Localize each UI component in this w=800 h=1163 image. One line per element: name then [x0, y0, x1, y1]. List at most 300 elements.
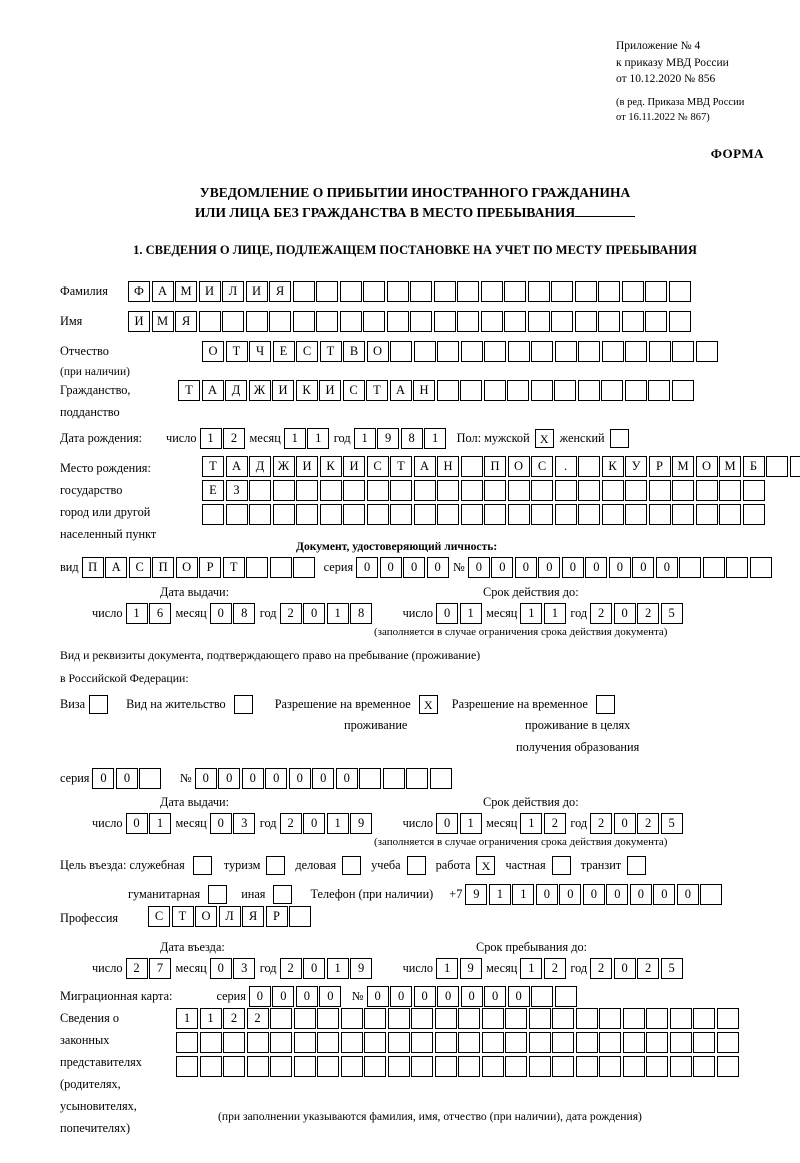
cell[interactable]: [743, 480, 765, 501]
checkbox-residence[interactable]: [234, 695, 253, 714]
cell[interactable]: И: [128, 311, 150, 332]
cell[interactable]: [411, 1056, 433, 1077]
input-doc-number[interactable]: [468, 557, 774, 578]
input-doc-valid-day[interactable]: [436, 603, 483, 624]
cell[interactable]: [696, 504, 718, 525]
cell[interactable]: К: [320, 456, 342, 477]
cell[interactable]: [508, 341, 530, 362]
cell[interactable]: [507, 380, 529, 401]
cell[interactable]: М: [152, 311, 174, 332]
cell[interactable]: 1: [544, 603, 566, 624]
cell[interactable]: [717, 1032, 739, 1053]
cell[interactable]: [622, 281, 644, 302]
checkbox-purpose-private[interactable]: [552, 856, 571, 875]
cell[interactable]: 0: [436, 603, 458, 624]
cell[interactable]: [719, 504, 741, 525]
cell[interactable]: В: [343, 341, 365, 362]
checkbox-purpose-other[interactable]: [273, 885, 292, 904]
input-birth-year[interactable]: [354, 428, 448, 449]
cell[interactable]: 0: [427, 557, 449, 578]
cell[interactable]: 9: [460, 958, 482, 979]
cell[interactable]: [317, 1008, 339, 1029]
cell[interactable]: [575, 311, 597, 332]
cell[interactable]: 1: [520, 958, 542, 979]
cell[interactable]: Ч: [249, 341, 271, 362]
input-birth-place-row-1[interactable]: [202, 456, 800, 477]
cell[interactable]: [528, 311, 550, 332]
cell[interactable]: [625, 504, 647, 525]
cell[interactable]: [270, 1008, 292, 1029]
cell[interactable]: [269, 311, 291, 332]
input-birth-day[interactable]: [200, 428, 247, 449]
cell[interactable]: [622, 311, 644, 332]
cell[interactable]: С: [343, 380, 365, 401]
input-citizenship[interactable]: [178, 380, 695, 401]
cell[interactable]: [578, 480, 600, 501]
cell[interactable]: 0: [218, 768, 240, 789]
cell[interactable]: [649, 480, 671, 501]
cell[interactable]: [481, 311, 503, 332]
cell[interactable]: 2: [280, 603, 302, 624]
cell[interactable]: [482, 1008, 504, 1029]
cell[interactable]: 0: [515, 557, 537, 578]
cell[interactable]: [481, 281, 503, 302]
input-stay-day[interactable]: [436, 958, 483, 979]
cell[interactable]: [645, 311, 667, 332]
cell[interactable]: [249, 480, 271, 501]
cell[interactable]: [679, 557, 701, 578]
input-legal-rep-row-1[interactable]: [176, 1008, 740, 1029]
input-permit-issue-day[interactable]: [126, 813, 173, 834]
checkbox-purpose-service[interactable]: [193, 856, 212, 875]
cell[interactable]: [461, 504, 483, 525]
cell[interactable]: [669, 281, 691, 302]
cell[interactable]: [575, 281, 597, 302]
input-card-series[interactable]: [249, 986, 343, 1007]
cell[interactable]: 0: [319, 986, 341, 1007]
cell[interactable]: 0: [126, 813, 148, 834]
cell[interactable]: 0: [491, 557, 513, 578]
cell[interactable]: [461, 480, 483, 501]
input-doc-issue-year[interactable]: [280, 603, 374, 624]
cell[interactable]: [576, 1056, 598, 1077]
cell[interactable]: Т: [172, 906, 194, 927]
input-permit-issue-month[interactable]: [210, 813, 257, 834]
cell[interactable]: Я: [175, 311, 197, 332]
cell[interactable]: [554, 380, 576, 401]
cell[interactable]: 0: [380, 557, 402, 578]
cell[interactable]: [599, 1032, 621, 1053]
cell[interactable]: [363, 281, 385, 302]
cell[interactable]: [359, 768, 381, 789]
input-permit-valid-month[interactable]: [520, 813, 567, 834]
cell[interactable]: [387, 281, 409, 302]
cell[interactable]: 1: [436, 958, 458, 979]
cell[interactable]: [529, 1008, 551, 1029]
cell[interactable]: 0: [249, 986, 271, 1007]
cell[interactable]: 0: [437, 986, 459, 1007]
cell[interactable]: [649, 504, 671, 525]
cell[interactable]: 6: [149, 603, 171, 624]
cell[interactable]: 0: [210, 958, 232, 979]
cell[interactable]: 2: [223, 1008, 245, 1029]
cell[interactable]: [670, 1008, 692, 1029]
cell[interactable]: [296, 504, 318, 525]
input-entry-month[interactable]: [210, 958, 257, 979]
cell[interactable]: 8: [350, 603, 372, 624]
cell[interactable]: [363, 311, 385, 332]
cell[interactable]: Т: [320, 341, 342, 362]
cell[interactable]: [504, 281, 526, 302]
cell[interactable]: 1: [424, 428, 446, 449]
cell[interactable]: [531, 986, 553, 1007]
cell[interactable]: [411, 1008, 433, 1029]
input-doc-issue-month[interactable]: [210, 603, 257, 624]
cell[interactable]: [646, 1032, 668, 1053]
cell[interactable]: [270, 1032, 292, 1053]
input-permit-valid-day[interactable]: [436, 813, 483, 834]
cell[interactable]: [598, 281, 620, 302]
cell[interactable]: А: [226, 456, 248, 477]
cell[interactable]: 1: [284, 428, 306, 449]
cell[interactable]: [505, 1008, 527, 1029]
cell[interactable]: [273, 480, 295, 501]
cell[interactable]: [703, 557, 725, 578]
cell[interactable]: [555, 504, 577, 525]
input-doc-series[interactable]: [356, 557, 450, 578]
cell[interactable]: [364, 1032, 386, 1053]
input-permit-number[interactable]: [195, 768, 454, 789]
input-permit-valid-year[interactable]: [590, 813, 684, 834]
cell[interactable]: Л: [219, 906, 241, 927]
cell[interactable]: 1: [520, 813, 542, 834]
cell[interactable]: [726, 557, 748, 578]
cell[interactable]: [484, 341, 506, 362]
cell[interactable]: А: [414, 456, 436, 477]
cell[interactable]: [388, 1056, 410, 1077]
cell[interactable]: [458, 1032, 480, 1053]
cell[interactable]: 0: [632, 557, 654, 578]
cell[interactable]: [222, 311, 244, 332]
cell[interactable]: С: [129, 557, 151, 578]
cell[interactable]: Н: [437, 456, 459, 477]
checkbox-purpose-tourism[interactable]: [266, 856, 285, 875]
cell[interactable]: [529, 1032, 551, 1053]
cell[interactable]: [390, 480, 412, 501]
cell[interactable]: 0: [468, 557, 490, 578]
cell[interactable]: [317, 1056, 339, 1077]
cell[interactable]: 1: [149, 813, 171, 834]
cell[interactable]: [625, 480, 647, 501]
input-entry-year[interactable]: [280, 958, 374, 979]
cell[interactable]: И: [272, 380, 294, 401]
cell[interactable]: 3: [233, 813, 255, 834]
cell[interactable]: [247, 1056, 269, 1077]
cell[interactable]: 9: [350, 813, 372, 834]
cell[interactable]: З: [226, 480, 248, 501]
cell[interactable]: [599, 1056, 621, 1077]
cell[interactable]: П: [82, 557, 104, 578]
cell[interactable]: [320, 504, 342, 525]
cell[interactable]: С: [367, 456, 389, 477]
cell[interactable]: 0: [210, 813, 232, 834]
cell[interactable]: [696, 341, 718, 362]
cell[interactable]: [390, 341, 412, 362]
cell[interactable]: [410, 281, 432, 302]
cell[interactable]: 0: [436, 813, 458, 834]
cell[interactable]: 0: [303, 603, 325, 624]
cell[interactable]: 0: [614, 958, 636, 979]
cell[interactable]: [555, 341, 577, 362]
cell[interactable]: [576, 1032, 598, 1053]
cell[interactable]: 0: [656, 557, 678, 578]
cell[interactable]: [410, 311, 432, 332]
cell[interactable]: 0: [210, 603, 232, 624]
input-legal-rep-row-3[interactable]: [176, 1056, 740, 1077]
cell[interactable]: [294, 1056, 316, 1077]
cell[interactable]: [139, 768, 161, 789]
cell[interactable]: А: [105, 557, 127, 578]
cell[interactable]: 0: [312, 768, 334, 789]
cell[interactable]: 5: [661, 958, 683, 979]
cell[interactable]: [648, 380, 670, 401]
input-surname[interactable]: [128, 281, 692, 302]
cell[interactable]: [273, 504, 295, 525]
cell[interactable]: [343, 504, 365, 525]
cell[interactable]: Р: [199, 557, 221, 578]
checkbox-purpose-study[interactable]: [407, 856, 426, 875]
cell[interactable]: [598, 311, 620, 332]
input-permit-series[interactable]: [92, 768, 163, 789]
cell[interactable]: [457, 311, 479, 332]
cell[interactable]: [176, 1056, 198, 1077]
cell[interactable]: 8: [233, 603, 255, 624]
cell[interactable]: [294, 1008, 316, 1029]
cell[interactable]: [176, 1032, 198, 1053]
cell[interactable]: [296, 480, 318, 501]
cell[interactable]: [249, 504, 271, 525]
cell[interactable]: [669, 311, 691, 332]
input-legal-rep-row-2[interactable]: [176, 1032, 740, 1053]
cell[interactable]: [578, 380, 600, 401]
cell[interactable]: М: [719, 456, 741, 477]
input-birth-month[interactable]: [284, 428, 331, 449]
cell[interactable]: 0: [367, 986, 389, 1007]
cell[interactable]: О: [195, 906, 217, 927]
cell[interactable]: [717, 1056, 739, 1077]
cell[interactable]: [623, 1056, 645, 1077]
cell[interactable]: 0: [303, 813, 325, 834]
cell[interactable]: С: [531, 456, 553, 477]
cell[interactable]: [528, 281, 550, 302]
input-stay-month[interactable]: [520, 958, 567, 979]
cell[interactable]: 1: [327, 813, 349, 834]
cell[interactable]: 0: [195, 768, 217, 789]
cell[interactable]: 0: [272, 986, 294, 1007]
checkbox-purpose-transit[interactable]: [627, 856, 646, 875]
cell[interactable]: [457, 281, 479, 302]
cell[interactable]: Д: [225, 380, 247, 401]
cell[interactable]: А: [152, 281, 174, 302]
cell[interactable]: [414, 341, 436, 362]
cell[interactable]: [458, 1056, 480, 1077]
cell[interactable]: 0: [559, 884, 581, 905]
input-doc-valid-month[interactable]: [520, 603, 567, 624]
cell[interactable]: [367, 480, 389, 501]
cell[interactable]: [341, 1056, 363, 1077]
cell[interactable]: [316, 281, 338, 302]
cell[interactable]: [504, 311, 526, 332]
cell[interactable]: [270, 557, 292, 578]
cell[interactable]: [625, 341, 647, 362]
cell[interactable]: [700, 884, 722, 905]
cell[interactable]: О: [508, 456, 530, 477]
cell[interactable]: [672, 504, 694, 525]
cell[interactable]: [387, 311, 409, 332]
cell[interactable]: [246, 311, 268, 332]
cell[interactable]: 0: [614, 603, 636, 624]
checkbox-edu-residence[interactable]: [596, 695, 615, 714]
cell[interactable]: [461, 456, 483, 477]
cell[interactable]: [293, 557, 315, 578]
cell[interactable]: [437, 380, 459, 401]
cell[interactable]: Ф: [128, 281, 150, 302]
cell[interactable]: .: [555, 456, 577, 477]
cell[interactable]: 1: [512, 884, 534, 905]
cell[interactable]: [340, 311, 362, 332]
cell[interactable]: [340, 281, 362, 302]
input-name[interactable]: [128, 311, 692, 332]
checkbox-temp-residence[interactable]: X: [419, 695, 438, 714]
checkbox-purpose-work[interactable]: X: [476, 856, 495, 875]
cell[interactable]: Т: [390, 456, 412, 477]
cell[interactable]: [531, 341, 553, 362]
cell[interactable]: 1: [327, 958, 349, 979]
cell[interactable]: [435, 1008, 457, 1029]
cell[interactable]: 2: [590, 958, 612, 979]
cell[interactable]: [383, 768, 405, 789]
cell[interactable]: 5: [661, 603, 683, 624]
cell[interactable]: [790, 456, 800, 477]
cell[interactable]: [223, 1032, 245, 1053]
cell[interactable]: 0: [484, 986, 506, 1007]
cell[interactable]: 0: [461, 986, 483, 1007]
cell[interactable]: [293, 281, 315, 302]
cell[interactable]: 1: [176, 1008, 198, 1029]
cell[interactable]: 0: [536, 884, 558, 905]
cell[interactable]: [602, 341, 624, 362]
cell[interactable]: 9: [465, 884, 487, 905]
cell[interactable]: [484, 504, 506, 525]
cell[interactable]: [343, 480, 365, 501]
cell[interactable]: 0: [583, 884, 605, 905]
cell[interactable]: 3: [233, 958, 255, 979]
cell[interactable]: [602, 504, 624, 525]
cell[interactable]: [529, 1056, 551, 1077]
cell[interactable]: А: [202, 380, 224, 401]
cell[interactable]: [414, 504, 436, 525]
cell[interactable]: С: [296, 341, 318, 362]
cell[interactable]: М: [672, 456, 694, 477]
cell[interactable]: 0: [653, 884, 675, 905]
cell[interactable]: [484, 480, 506, 501]
cell[interactable]: И: [199, 281, 221, 302]
input-permit-issue-year[interactable]: [280, 813, 374, 834]
cell[interactable]: 0: [242, 768, 264, 789]
input-patronymic[interactable]: [202, 341, 719, 362]
cell[interactable]: 1: [489, 884, 511, 905]
cell[interactable]: М: [175, 281, 197, 302]
cell[interactable]: [202, 504, 224, 525]
cell[interactable]: 0: [609, 557, 631, 578]
cell[interactable]: И: [246, 281, 268, 302]
input-entry-day[interactable]: [126, 958, 173, 979]
cell[interactable]: К: [296, 380, 318, 401]
cell[interactable]: [508, 480, 530, 501]
cell[interactable]: [317, 1032, 339, 1053]
cell[interactable]: П: [484, 456, 506, 477]
cell[interactable]: [576, 1008, 598, 1029]
checkbox-sex-male[interactable]: X: [535, 429, 554, 448]
cell[interactable]: 1: [327, 603, 349, 624]
cell[interactable]: 0: [562, 557, 584, 578]
cell[interactable]: [484, 380, 506, 401]
cell[interactable]: А: [390, 380, 412, 401]
cell[interactable]: [320, 480, 342, 501]
input-doc-kind[interactable]: [82, 557, 317, 578]
cell[interactable]: [625, 380, 647, 401]
cell[interactable]: 1: [460, 603, 482, 624]
input-stay-year[interactable]: [590, 958, 684, 979]
cell[interactable]: [435, 1032, 457, 1053]
cell[interactable]: 0: [116, 768, 138, 789]
cell[interactable]: Е: [273, 341, 295, 362]
cell[interactable]: 0: [414, 986, 436, 1007]
cell[interactable]: 2: [637, 813, 659, 834]
checkbox-purpose-humanitarian[interactable]: [208, 885, 227, 904]
cell[interactable]: [482, 1056, 504, 1077]
cell[interactable]: Т: [226, 341, 248, 362]
cell[interactable]: [435, 1056, 457, 1077]
cell[interactable]: Я: [242, 906, 264, 927]
input-doc-issue-day[interactable]: [126, 603, 173, 624]
cell[interactable]: [199, 311, 221, 332]
checkbox-visa[interactable]: [89, 695, 108, 714]
cell[interactable]: [247, 1032, 269, 1053]
cell[interactable]: [406, 768, 428, 789]
cell[interactable]: 1: [354, 428, 376, 449]
cell[interactable]: Т: [223, 557, 245, 578]
cell[interactable]: 1: [200, 428, 222, 449]
cell[interactable]: И: [319, 380, 341, 401]
cell[interactable]: [672, 341, 694, 362]
cell[interactable]: [461, 341, 483, 362]
cell[interactable]: [551, 281, 573, 302]
cell[interactable]: [508, 504, 530, 525]
cell[interactable]: Я: [269, 281, 291, 302]
input-birth-place-row-3[interactable]: [202, 504, 766, 525]
input-birth-place-row-2[interactable]: [202, 480, 766, 501]
cell[interactable]: Н: [413, 380, 435, 401]
cell[interactable]: 0: [92, 768, 114, 789]
cell[interactable]: [458, 1008, 480, 1029]
cell[interactable]: С: [148, 906, 170, 927]
cell[interactable]: [293, 311, 315, 332]
cell[interactable]: 7: [149, 958, 171, 979]
cell[interactable]: [390, 504, 412, 525]
cell[interactable]: [766, 456, 788, 477]
cell[interactable]: [646, 1008, 668, 1029]
